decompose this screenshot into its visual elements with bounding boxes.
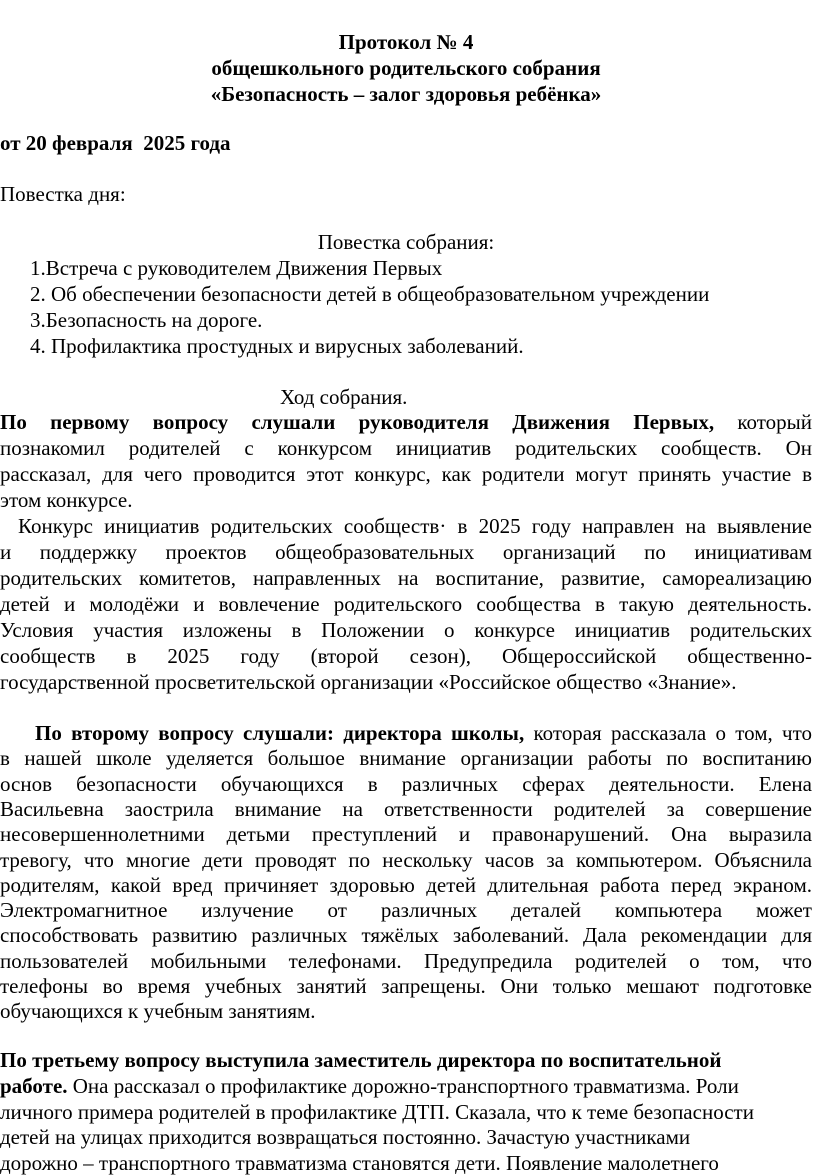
text-line xyxy=(0,847,812,873)
text-line xyxy=(0,998,812,1024)
text: детей на улицах приходится возвращаться постоянно. Зачастую участниками xyxy=(0,1125,691,1150)
text: несовершеннолетними детьми преступлений и правонарушений. Она выразила xyxy=(0,822,812,847)
text-line xyxy=(0,643,812,669)
text: основ безопасности обучающихся в различных сферах деятельности. Елена xyxy=(0,771,812,796)
agenda-label: Повестка дня: xyxy=(0,182,126,206)
text-line xyxy=(0,565,812,591)
text-line xyxy=(0,539,812,565)
text-line xyxy=(0,922,812,948)
text-line xyxy=(0,1099,812,1125)
text: которая рассказала о том, что xyxy=(524,721,812,745)
text: родительских комитетов, направленных на воспитание, развитие, самореализацию xyxy=(0,566,812,590)
text-line xyxy=(0,745,812,771)
text: Электромагнитное излучение от различных деталей компьютера может xyxy=(0,898,812,923)
text: пользователей мобильными телефонами. Предупредила родителей о том, что xyxy=(0,948,812,973)
text: тревогу, что многие дети проводят по нескольку часов за компьютером. Объяснила xyxy=(0,847,812,872)
bold-text: По третьему вопросу выступила заместитель директора по воспитательной xyxy=(0,1048,722,1072)
text-line xyxy=(0,1047,812,1073)
text: сообществ в 2025 году (второй сезон), Общероссийской общественно- xyxy=(0,644,812,668)
text: этом конкурсе. xyxy=(0,488,133,512)
text-line xyxy=(0,1150,812,1176)
text: Условия участия изложены в Положении о конкурсе инициатив родительских xyxy=(0,618,812,642)
agenda-item: 4. Профилактика простудных и вирусных заболеваний. xyxy=(30,334,524,358)
text-line xyxy=(0,461,812,487)
agenda-item: 1.Встреча с руководителем Движения Первых xyxy=(30,256,443,280)
text-line xyxy=(0,409,812,435)
agenda-item: 3.Безопасность на дороге. xyxy=(30,308,263,332)
text-line xyxy=(0,872,812,898)
text-line xyxy=(0,821,812,847)
text-line xyxy=(0,435,812,461)
text-line xyxy=(0,973,812,999)
agenda-item: 2. Об обеспечении безопасности детей в общеобразовательном учреждении xyxy=(30,282,710,306)
bold-text: По второму вопросу слушали: директора школы, xyxy=(35,721,525,745)
text-line xyxy=(18,513,812,539)
text: который xyxy=(714,410,813,434)
text: познакомил родителей с конкурсом инициатив родительских сообществ. Он xyxy=(0,436,812,460)
text: обучающихся к учебным занятиям. xyxy=(0,999,316,1024)
text-line xyxy=(0,796,812,822)
text: телефоны во время учебных занятий запрещены. Они только мешают подготовке xyxy=(0,974,812,998)
document-title: Протокол № 4 xyxy=(338,30,474,54)
text-line xyxy=(0,897,812,923)
text: Конкурс инициатив родительских сообществ· в 2025 году направлен на выявление xyxy=(18,514,812,538)
text: в нашей школе уделяется большое внимание организации работы по воспитанию xyxy=(0,746,812,771)
text: личного примера родителей в профилактике ДТП. Сказала, что к теме безопасности xyxy=(0,1099,754,1124)
agenda-heading: Повестка собрания: xyxy=(317,230,495,254)
text: Она рассказал о профилактике дорожно-транспортного травматизма. Роли xyxy=(67,1073,739,1098)
text: дорожно – транспортного травматизма становятся дети. Появление малолетнего xyxy=(0,1151,719,1176)
text-line xyxy=(35,720,812,746)
text-line xyxy=(0,591,812,617)
text: родителям, какой вред причиняет здоровью детей длительная работа перед экраном. xyxy=(0,872,812,897)
meeting-theme: «Безопасность – залог здоровья ребёнка» xyxy=(210,82,602,106)
meeting-date: от 20 февраля 2025 года xyxy=(0,131,231,155)
proceedings-heading: Ход собрания. xyxy=(280,385,408,409)
text: и поддержку проектов общеобразовательных организаций по инициативам xyxy=(0,540,812,564)
text-line xyxy=(0,1124,812,1150)
text-line xyxy=(0,487,812,513)
text: Васильевна заострила внимание на ответственности родителей за совершение xyxy=(0,796,812,821)
text-line xyxy=(0,669,812,695)
text: детей и молодёжи и вовлечение родительского сообщества в такую деятельность. xyxy=(0,592,812,616)
text-line xyxy=(0,617,812,643)
text: рассказал, для чего проводится этот конкурс, как родители могут принять участие в xyxy=(0,462,812,486)
bold-text: работе. xyxy=(0,1073,68,1098)
document-subtitle: общешкольного родительского собрания xyxy=(211,56,601,80)
text: государственной просветительской организации «Российское общество «Знание». xyxy=(0,670,737,694)
text-line xyxy=(0,948,812,974)
bold-text: По первому вопросу слушали руководителя Движения Первых, xyxy=(0,410,715,434)
text: способствовать развитию различных тяжёлых заболеваний. Дала рекомендации для xyxy=(0,923,812,948)
text-line xyxy=(0,771,812,797)
text-line xyxy=(0,1073,812,1099)
